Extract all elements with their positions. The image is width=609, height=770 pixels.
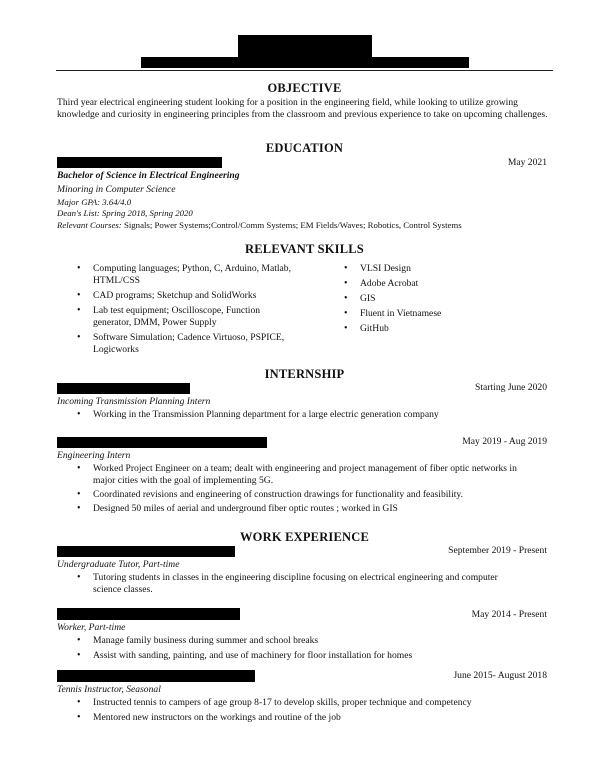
education-date: May 2021 (507, 157, 547, 168)
job-title: Incoming Transmission Planning Intern (57, 396, 211, 407)
job-bullets (73, 463, 523, 515)
list-item: • Tutoring students in classes in the engineering discipline focusing on electrical engineering and computer science classes. (73, 572, 523, 596)
list-item: • CAD programs; Sketchup and SolidWorks (73, 290, 295, 302)
skills-right-list (340, 263, 540, 335)
job-date: Starting June 2020 (475, 382, 547, 393)
education-deans-list: Dean's List: Spring 2018, Spring 2020 (57, 208, 193, 218)
job-title: Worker, Part-time (57, 622, 126, 633)
education-heading: EDUCATION (265, 141, 344, 155)
objective-heading: OBJECTIVE (267, 81, 342, 95)
redacted-name (238, 35, 372, 57)
job-title: Tennis Instructor, Seasonal (57, 684, 161, 695)
list-item: • Mentored new instructors on the workings and routine of the job (73, 712, 543, 724)
redacted-school (57, 157, 222, 168)
redacted-employer (57, 437, 267, 448)
redacted-employer (57, 383, 190, 394)
job-bullets (73, 409, 543, 421)
redacted-employer (57, 546, 235, 557)
list-item: • GitHub (340, 323, 540, 335)
job-date: May 2019 - Aug 2019 (462, 436, 547, 447)
skills-heading: RELEVANT SKILLS (245, 242, 364, 256)
list-item: • GIS (340, 293, 540, 305)
redacted-contact (141, 57, 469, 68)
job-date: September 2019 - Present (448, 545, 547, 556)
list-item: • Manage family business during summer and school breaks (73, 635, 543, 647)
list-item: • Worked Project Engineer on a team; dealt with engineering and project management of fiber optic networks in major cities with the goal of implementing 5G. (73, 463, 523, 487)
education-gpa: Major GPA: 3.64/4.0 (57, 197, 132, 207)
job-title: Undergraduate Tutor, Part-time (57, 559, 180, 570)
list-item: • Designed 50 miles of aerial and underground fiber optic routes ; worked in GIS (73, 503, 523, 515)
education-minor: Minoring in Computer Science (57, 184, 176, 195)
list-item: • Assist with sanding, painting, and use of machinery for floor installation for homes (73, 650, 543, 662)
skills-left-list (73, 263, 295, 356)
job-title: Engineering Intern (57, 450, 131, 461)
education-courses (57, 220, 462, 232)
job-bullets (73, 572, 523, 596)
list-item: • VLSI Design (340, 263, 540, 275)
job-date: June 2015- August 2018 (453, 670, 547, 681)
job-bullets (73, 697, 543, 724)
list-item: • Software Simulation; Cadence Virtuoso, PSPICE, Logicworks (73, 332, 295, 356)
job-date: May 2014 - Present (471, 609, 547, 620)
objective-text: Third year electrical engineering student looking for a position in the engineering field, while looking to utilize growing knowledge and curiosity in engineering principles from the classroom and previous experience to take on upcoming challenges. (57, 97, 548, 120)
redacted-employer (57, 670, 255, 682)
education-degree: Bachelor of Science in Electrical Engineering (57, 170, 240, 181)
list-item: • Adobe Acrobat (340, 278, 540, 290)
list-item: • Instructed tennis to campers of age group 8-17 to develop skills, proper technique and competency (73, 697, 543, 709)
courses-list: Signals; Power Systems;Control/Comm Systems; EM Fields/Waves; Robotics, Control Systems (121, 220, 462, 230)
list-item: • Working in the Transmission Planning department for a large electric generation company (73, 409, 543, 421)
courses-label: Relevant Courses: (57, 220, 122, 230)
header-rule (56, 70, 553, 71)
list-item: • Computing languages; Python, C, Arduino, Matlab, HTML/CSS (73, 263, 295, 287)
redacted-employer (57, 608, 240, 620)
work-heading: WORK EXPERIENCE (239, 530, 370, 544)
list-item: • Fluent in Vietnamese (340, 308, 540, 320)
job-bullets (73, 635, 543, 662)
list-item: • Coordinated revisions and engineering of construction drawings for functionality and feasibility. (73, 489, 523, 501)
list-item: • Lab test equipment; Oscilloscope, Function generator, DMM, Power Supply (73, 305, 295, 329)
internship-heading: INTERNSHIP (264, 367, 345, 381)
